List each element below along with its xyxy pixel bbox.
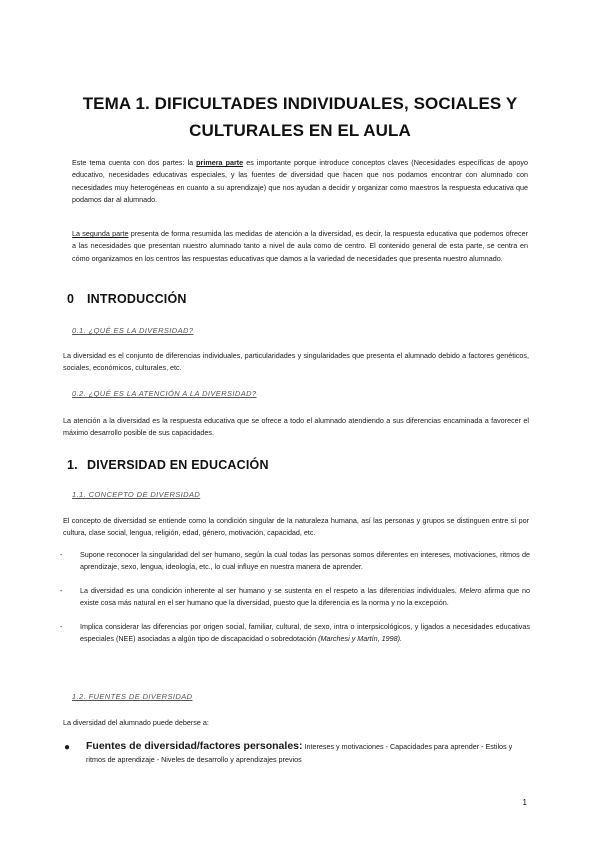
subsection-0-1-heading: 0.1. ¿QUÉ ES LA DIVERSIDAD? (72, 326, 194, 335)
title-line-1: TEMA 1. DIFICULTADES INDIVIDUALES, SOCIALES Y (82, 94, 518, 113)
list-item: - La diversidad es una condición inherente al ser humano y se sustenta en el respeto a las diferencias individuales. Melero afirma que no existe cosa más natural en el ser humano que la diversidad, puesto que la diferencia es la norma y no la excepción. (60, 585, 530, 608)
subsection-0-2-text: La atención a la diversidad es la respuesta educativa que se ofrece a todo el alumnado atendiendo a sus diferencias encaminada a favorecer el máximo desarrollo posible de sus capacidades. (63, 416, 529, 438)
dash-bullet-icon: - (60, 621, 63, 631)
fuentes-list-item (62, 740, 530, 766)
bullet-dot-icon: ● (64, 742, 71, 753)
subsection-0-2-heading: 0.2. ¿QUÉ ES LA ATENCIÓN A LA DIVERSIDAD? (72, 389, 257, 398)
list-item: - Implica considerar las diferencias por origen social, familiar, cultural, de sexo, intra o interpsicológicos, y ligados a necesidades educativas especiales (NEE) asociadas a algún tipo de discapacidad o sobredotación (Marchesi y Martín, 1998). (60, 621, 530, 644)
fuentes-heading: Fuentes de diversidad/factores personales: (86, 740, 303, 752)
subsection-1-1-heading: 1.1. CONCEPTO DE DIVERSIDAD (72, 490, 201, 499)
subsection-1-2-heading: 1.2. FUENTES DE DIVERSIDAD (72, 692, 193, 701)
diversity-bullet-list (60, 549, 530, 656)
intro-paragraph-1: Este tema cuenta con dos partes: la primera parte es importante porque introduce conceptos claves (Necesidades específicas de apoyo educativo, necesidades educativas especiales, y las fuentes de diversidad que hacen que nos podamos encontrar con alumnado con necesidades muy heterogéneas en cuanto a su aprendizaje) que nos ayudan a decidir y organizar como maestros la respuesta educativa que podamos dar al alumnado. (72, 158, 528, 205)
dash-bullet-icon: - (60, 550, 63, 559)
subsection-0-1-text: La diversidad es el conjunto de diferencias individuales, particularidades y singularidades que presenta el alumnado debido a factores genéticos, sociales, económicos, culturales, etc. (63, 351, 529, 373)
segunda-parte-link: La segunda parte (72, 229, 129, 238)
primera-parte-link: primera parte (196, 158, 244, 167)
subsection-1-1-text: El concepto de diversidad se entiende como la condición singular de la naturaleza humana, así las personas y grupos se distinguen entre sí por cultura, clase social, lengua, religión, edad, género, motivación, capacidad, etc. (63, 516, 529, 538)
dash-bullet-icon: - (60, 585, 63, 595)
section-0-heading: 0 INTRODUCCIÓN (67, 292, 187, 306)
title-line-2: CULTURALES EN EL AULA (189, 121, 411, 140)
section-1-heading: 1. DIVERSIDAD EN EDUCACIÓN (67, 458, 269, 472)
subsection-1-2-text: La diversidad del alumnado puede deberse a: (63, 718, 209, 727)
page-title (60, 90, 540, 144)
page-number: 1 (522, 798, 527, 807)
fuentes-text: Intereses y motivaciones - Capacidades para aprender - Estilos y ritmos de aprendizaje - Niveles de desarrollo y aprendizajes previos (86, 742, 513, 764)
list-item: - Supone reconocer la singularidad del ser humano, según la cual todas las personas somos diferentes en intereses, motivaciones, ritmos de aprendizaje, sexo, lengua, ideología, etc., lo cual influye en nuestra manera de aprender. (60, 550, 530, 572)
intro-paragraph-2: La segunda parte presenta de forma resumida las medidas de atención a la diversidad, es decir, la respuesta educativa que podemos ofrecer a las necesidades que presentan nuestro alumnado tanto a nivel de aula como de centro. El contenido general de esta parte, se centra en cómo organizamos en los centros las respuestas educativas que damos a la variedad de necesidades que presenta nuestro alumnado. (72, 229, 528, 263)
